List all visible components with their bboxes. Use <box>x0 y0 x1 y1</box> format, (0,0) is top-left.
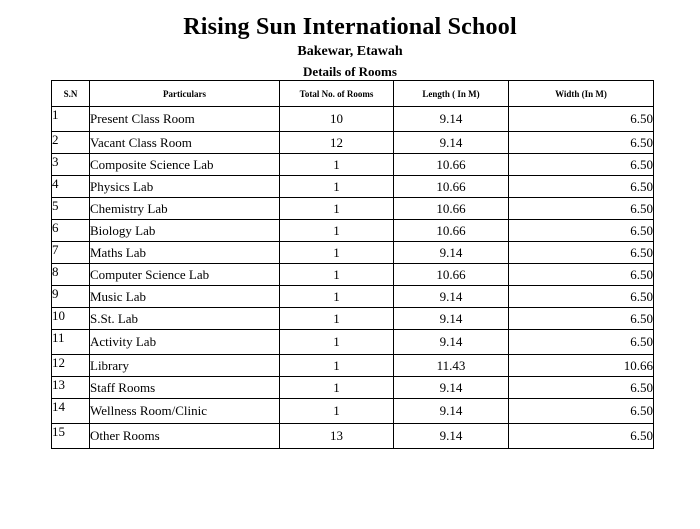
table-body <box>52 107 654 449</box>
row-length: 10.66 <box>394 198 509 220</box>
row-total-rooms: 1 <box>280 242 394 264</box>
table-row <box>52 377 654 399</box>
school-title: Rising Sun International School <box>183 14 517 40</box>
column-header-sn: S.N <box>52 81 90 107</box>
row-sn: 12 <box>52 355 90 377</box>
row-total-rooms: 1 <box>280 220 394 242</box>
row-length: 9.14 <box>394 377 509 399</box>
row-length: 10.66 <box>394 154 509 176</box>
row-total-rooms: 1 <box>280 176 394 198</box>
row-width: 6.50 <box>509 330 654 355</box>
row-width: 6.50 <box>509 154 654 176</box>
row-length: 11.43 <box>394 355 509 377</box>
row-total-rooms: 1 <box>280 355 394 377</box>
row-length: 9.14 <box>394 107 509 132</box>
row-total-rooms: 10 <box>280 107 394 132</box>
row-sn: 5 <box>52 198 90 220</box>
row-sn: 10 <box>52 308 90 330</box>
row-width: 6.50 <box>509 220 654 242</box>
column-header-length: Length ( In M) <box>394 81 509 107</box>
table-row <box>52 154 654 176</box>
row-sn: 6 <box>52 220 90 242</box>
row-sn: 8 <box>52 264 90 286</box>
row-particulars: Chemistry Lab <box>90 198 280 220</box>
row-particulars: Library <box>90 355 280 377</box>
row-width: 6.50 <box>509 107 654 132</box>
row-width: 6.50 <box>509 286 654 308</box>
table-row <box>52 107 654 132</box>
row-length: 9.14 <box>394 242 509 264</box>
table-row <box>52 308 654 330</box>
row-width: 6.50 <box>509 264 654 286</box>
row-width: 6.50 <box>509 176 654 198</box>
row-sn: 2 <box>52 132 90 154</box>
row-width: 6.50 <box>509 198 654 220</box>
row-length: 9.14 <box>394 308 509 330</box>
table-row <box>52 330 654 355</box>
row-particulars: Present Class Room <box>90 107 280 132</box>
row-sn: 4 <box>52 176 90 198</box>
row-total-rooms: 1 <box>280 198 394 220</box>
row-length: 9.14 <box>394 132 509 154</box>
row-particulars: Activity Lab <box>90 330 280 355</box>
row-length: 9.14 <box>394 424 509 449</box>
table-row <box>52 220 654 242</box>
row-total-rooms: 1 <box>280 399 394 424</box>
table-row <box>52 399 654 424</box>
rooms-table <box>51 80 654 449</box>
row-particulars: Biology Lab <box>90 220 280 242</box>
school-location: Bakewar, Etawah <box>297 44 403 59</box>
table-row <box>52 198 654 220</box>
row-particulars: Composite Science Lab <box>90 154 280 176</box>
table-row <box>52 242 654 264</box>
row-length: 10.66 <box>394 220 509 242</box>
row-sn: 15 <box>52 424 90 449</box>
row-length: 9.14 <box>394 399 509 424</box>
row-total-rooms: 13 <box>280 424 394 449</box>
row-width: 6.50 <box>509 132 654 154</box>
row-sn: 1 <box>52 107 90 132</box>
row-total-rooms: 1 <box>280 286 394 308</box>
row-width: 6.50 <box>509 242 654 264</box>
row-width: 10.66 <box>509 355 654 377</box>
row-sn: 11 <box>52 330 90 355</box>
row-width: 6.50 <box>509 308 654 330</box>
row-sn: 13 <box>52 377 90 399</box>
column-header-width: Width (In M) <box>509 81 654 107</box>
table-row <box>52 355 654 377</box>
row-sn: 7 <box>52 242 90 264</box>
row-total-rooms: 1 <box>280 330 394 355</box>
row-width: 6.50 <box>509 399 654 424</box>
row-total-rooms: 1 <box>280 377 394 399</box>
table-row <box>52 132 654 154</box>
row-particulars: S.St. Lab <box>90 308 280 330</box>
row-particulars: Maths Lab <box>90 242 280 264</box>
row-length: 10.66 <box>394 176 509 198</box>
table-row <box>52 286 654 308</box>
row-length: 10.66 <box>394 264 509 286</box>
row-sn: 14 <box>52 399 90 424</box>
row-length: 9.14 <box>394 330 509 355</box>
row-sn: 3 <box>52 154 90 176</box>
row-length: 9.14 <box>394 286 509 308</box>
table-row <box>52 264 654 286</box>
table-row <box>52 424 654 449</box>
row-width: 6.50 <box>509 424 654 449</box>
row-total-rooms: 1 <box>280 264 394 286</box>
row-width: 6.50 <box>509 377 654 399</box>
column-header-total-rooms: Total No. of Rooms <box>280 81 394 107</box>
row-particulars: Physics Lab <box>90 176 280 198</box>
row-particulars: Wellness Room/Clinic <box>90 399 280 424</box>
row-total-rooms: 1 <box>280 154 394 176</box>
row-particulars: Music Lab <box>90 286 280 308</box>
table-caption: Details of Rooms <box>303 64 397 79</box>
row-total-rooms: 12 <box>280 132 394 154</box>
row-total-rooms: 1 <box>280 308 394 330</box>
table-row <box>52 176 654 198</box>
row-particulars: Vacant Class Room <box>90 132 280 154</box>
table-header-row <box>52 81 654 107</box>
row-particulars: Staff Rooms <box>90 377 280 399</box>
column-header-particulars: Particulars <box>90 81 280 107</box>
row-particulars: Computer Science Lab <box>90 264 280 286</box>
row-sn: 9 <box>52 286 90 308</box>
row-particulars: Other Rooms <box>90 424 280 449</box>
